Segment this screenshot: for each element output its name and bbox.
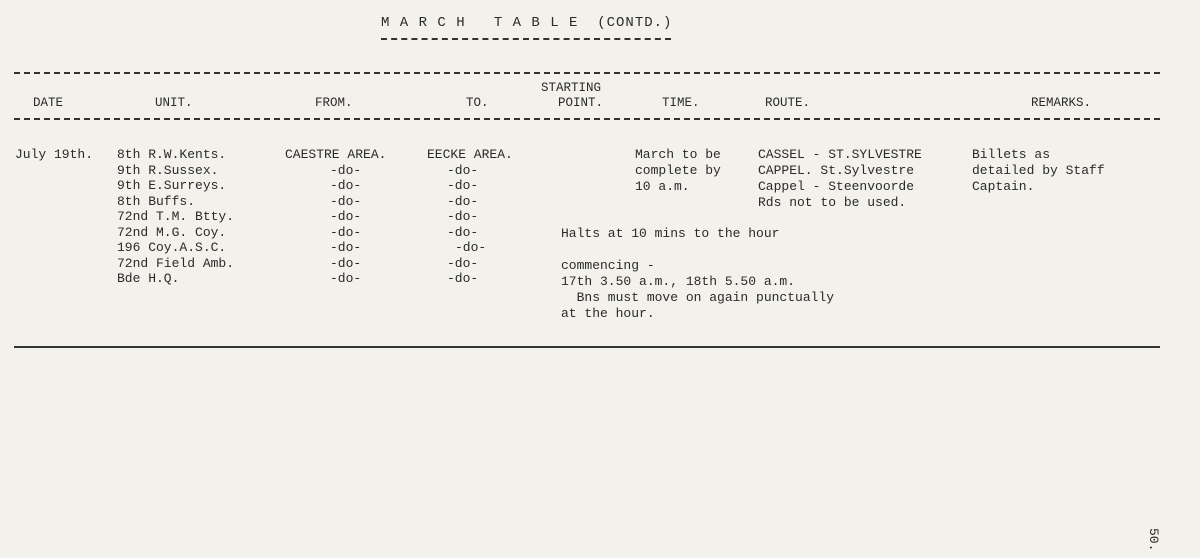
header-time: TIME. (662, 96, 700, 110)
halts-line: commencing - (561, 258, 655, 273)
route-line: Cappel - Steenvoorde (758, 179, 915, 194)
header-from: FROM. (315, 96, 353, 110)
table-row-to: EECKE AREA. (427, 147, 513, 162)
table-row-to: -do- (447, 255, 479, 271)
header-bottom-rule (14, 118, 1160, 120)
table-row-unit: 72nd T.M. Btty. (117, 209, 235, 224)
header-starting-line1: STARTING (541, 81, 602, 95)
table-row-from: CAESTRE AREA. (285, 147, 387, 162)
remarks-cell (972, 147, 1105, 195)
header-top-rule (14, 72, 1160, 74)
table-row-from: -do- (330, 162, 362, 178)
route-line: Rds not to be used. (758, 195, 907, 210)
table-row-to: -do- (447, 271, 479, 286)
route-cell (758, 147, 922, 211)
halts-line: Bns must move on again punctually (561, 290, 835, 305)
table-row-to: -do- (447, 209, 479, 224)
table-row-from: -do- (330, 271, 362, 286)
page-title: M A R C H T A B L E (CONTD.) (381, 15, 673, 31)
title-underline (381, 38, 671, 40)
halts-line: 17th 3.50 a.m., 18th 5.50 a.m. (561, 274, 796, 289)
page-number: 50. (1146, 528, 1161, 552)
time-line: complete by (635, 163, 721, 178)
route-line: CASSEL - ST.SYLVESTRE (758, 147, 922, 162)
table-row-to: -do- (455, 240, 487, 255)
header-to: TO. (466, 96, 489, 110)
table-row-to: -do- (447, 224, 479, 240)
halts-line: at the hour. (561, 306, 655, 321)
table-row-unit: 72nd Field Amb. (117, 255, 235, 271)
table-bottom-rule (14, 346, 1160, 348)
time-cell (635, 147, 721, 195)
table-row-from: -do- (330, 255, 362, 271)
table-row-from: -do- (330, 209, 362, 224)
table-row-unit: 9th R.Sussex. (117, 162, 219, 178)
table-row-to: -do- (447, 178, 479, 193)
header-remarks: REMARKS. (1031, 96, 1092, 110)
halts-line: Halts at 10 mins to the hour (561, 226, 780, 241)
date-cell: July 19th. (15, 147, 94, 162)
table-row-unit: 8th Buffs. (117, 193, 196, 209)
table-row-from: -do- (330, 240, 362, 255)
header-route: ROUTE. (765, 96, 811, 110)
table-row-unit: 8th R.W.Kents. (117, 147, 227, 162)
route-line: CAPPEL. St.Sylvestre (758, 163, 915, 178)
halts-line (561, 242, 834, 258)
remarks-line: Captain. (972, 179, 1035, 194)
header-starting-line2: POINT. (558, 96, 604, 110)
table-row-from: -do- (330, 193, 362, 209)
table-row-unit: 196 Coy.A.S.C. (117, 240, 227, 255)
halts-note (561, 226, 834, 322)
time-line: March to be (635, 147, 721, 162)
table-row-from: -do- (330, 224, 362, 240)
table-row-unit: 9th E.Surreys. (117, 178, 227, 193)
header-unit: UNIT. (155, 96, 193, 110)
table-row-unit: 72nd M.G. Coy. (117, 224, 227, 240)
table-row-from: -do- (330, 178, 362, 193)
table-row-unit: Bde H.Q. (117, 271, 180, 286)
table-row-to: -do- (447, 162, 479, 178)
remarks-line: Billets as (972, 147, 1051, 162)
remarks-line: detailed by Staff (972, 163, 1105, 178)
header-date: DATE (33, 96, 64, 110)
table-row-to: -do- (447, 193, 479, 209)
time-line: 10 a.m. (635, 179, 690, 194)
